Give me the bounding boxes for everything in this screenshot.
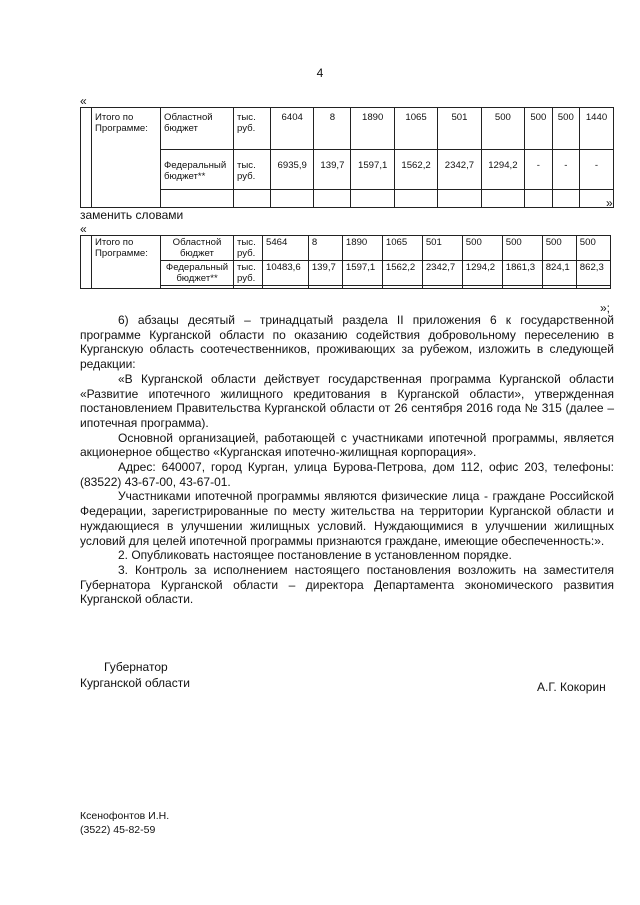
- value-cell: 862,3: [576, 261, 610, 286]
- executor-phone: (3522) 45-82-59: [80, 824, 156, 836]
- table-new-totals: [80, 235, 611, 289]
- open-quote-2: «: [80, 222, 87, 236]
- paragraph: 6) абзацы десятый – тринадцатый раздела II приложения 6 к государственной программе Курганской области по оказанию содействия добровольному переселению в Курганскую область соотечественников, проживающих за рубежом, изложить в следующей редакции:: [80, 313, 614, 372]
- value-cell: 139,7: [308, 261, 342, 286]
- unit-cell: тыс. руб.: [234, 108, 271, 150]
- table-row: [81, 261, 611, 286]
- value-cell: 6404: [271, 108, 314, 150]
- value-cell: 1294,2: [481, 150, 524, 190]
- value-cell: 1890: [351, 108, 394, 150]
- value-cell: 8: [308, 236, 342, 261]
- unit-cell: тыс. руб.: [234, 150, 271, 190]
- page-number: 4: [316, 66, 324, 80]
- value-cell: 1065: [394, 108, 437, 150]
- value-cell: 1065: [382, 236, 422, 261]
- close-quote-1: »: [606, 196, 613, 210]
- paragraph: 3. Контроль за исполнением настоящего постановления возложить на заместителя Губернатора Курганской области – директора Департамента экономического развития Курганской области.: [80, 562, 614, 607]
- value-cell: 5464: [263, 236, 309, 261]
- signer-name: А.Г. Кокорин: [537, 680, 606, 694]
- paragraph: Основной организацией, работающей с участниками ипотечной программы, является акционерное общество «Курганская ипотечно-жилищная корпорация».: [80, 430, 614, 460]
- table-row: [81, 108, 614, 150]
- paragraph: «В Курганской области действует государственная программа Курганской области «Развитие ипотечного жилищного кредитования в Курганской области», утвержденная постановлением Правительства Курганской области от 26 сентября 2016 года № 315 (далее – ипотечная программа).: [80, 371, 614, 430]
- value-cell: 2342,7: [438, 150, 481, 190]
- value-cell: 500: [502, 236, 542, 261]
- value-cell: -: [552, 150, 579, 190]
- table-row: [81, 236, 611, 261]
- value-cell: 1294,2: [462, 261, 502, 286]
- value-cell: 1440: [580, 108, 614, 150]
- value-cell: 500: [552, 108, 579, 150]
- signer-title-line1: Губернатор: [104, 660, 168, 674]
- row-label: Итого по Программе:: [92, 108, 161, 208]
- row-label: Итого по Программе:: [92, 236, 161, 289]
- signer-title-line2: Курганской области: [80, 676, 190, 690]
- source-cell: Областной бюджет: [161, 108, 234, 150]
- value-cell: 500: [542, 236, 576, 261]
- value-cell: 500: [462, 236, 502, 261]
- value-cell: 1562,2: [382, 261, 422, 286]
- replace-phrase: заменить словами: [80, 208, 184, 222]
- value-cell: -: [580, 150, 614, 190]
- source-cell: Федеральный бюджет**: [161, 150, 234, 190]
- value-cell: 1861,3: [502, 261, 542, 286]
- value-cell: 500: [481, 108, 524, 150]
- value-cell: 2342,7: [422, 261, 462, 286]
- paragraph: Адрес: 640007, город Курган, улица Бурова-Петрова, дом 112, офис 203, телефоны: (83522) 43-67-00, 43-67-01.: [80, 460, 614, 489]
- value-cell: 10483,6: [263, 261, 309, 286]
- value-cell: 824,1: [542, 261, 576, 286]
- paragraph: Участниками ипотечной программы являются физические лица - граждане Российской Федерации, зарегистрированные по месту жительства на территории Курганской области и нуждающиеся в улучшении жилищных условий. Нуждающимися в улучшении жилищных условий для целей ипотечной программы признаются граждане, имеющие обеспеченность:».: [80, 489, 614, 548]
- source-cell: Федеральный бюджет**: [161, 261, 234, 286]
- value-cell: 500: [525, 108, 552, 150]
- value-cell: 1890: [342, 236, 382, 261]
- value-cell: 501: [438, 108, 481, 150]
- table-row: [81, 150, 614, 190]
- paragraph: 2. Опубликовать настоящее постановление в установленном порядке.: [118, 548, 512, 563]
- value-cell: 1597,1: [342, 261, 382, 286]
- value-cell: 6935,9: [271, 150, 314, 190]
- value-cell: 500: [576, 236, 610, 261]
- value-cell: 139,7: [314, 150, 351, 190]
- executor-name: Ксенофонтов И.Н.: [80, 810, 170, 822]
- value-cell: 1562,2: [394, 150, 437, 190]
- source-cell: Областной бюджет: [161, 236, 234, 261]
- value-cell: 501: [422, 236, 462, 261]
- table-old-totals: [80, 107, 614, 208]
- unit-cell: тыс. руб.: [234, 261, 263, 286]
- amendment-text: [80, 313, 614, 607]
- value-cell: 1597,1: [351, 150, 394, 190]
- open-quote-1: «: [80, 94, 87, 108]
- close-quote-2: »;: [600, 301, 611, 315]
- unit-cell: тыс. руб.: [234, 236, 263, 261]
- value-cell: 8: [314, 108, 351, 150]
- value-cell: -: [525, 150, 552, 190]
